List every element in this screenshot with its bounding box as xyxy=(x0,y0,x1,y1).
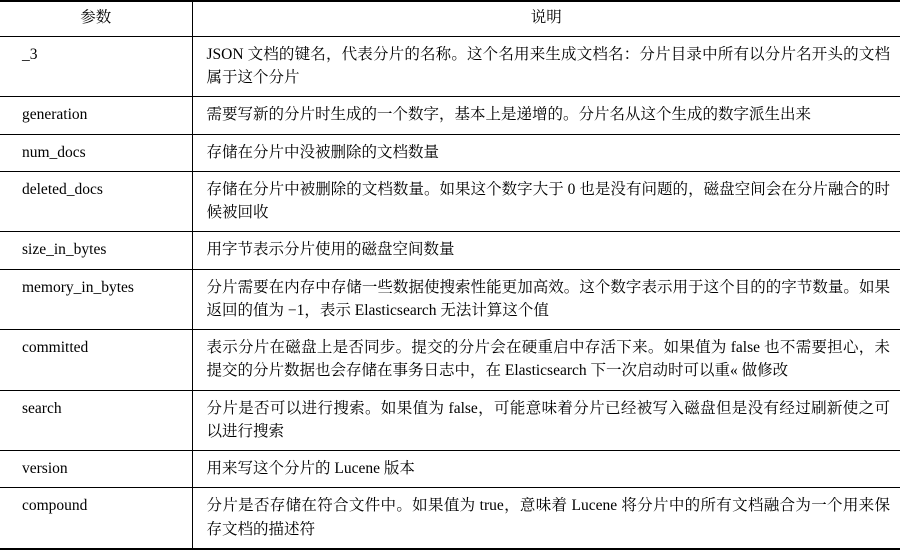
column-header-description: 说明 xyxy=(192,1,900,36)
parameter-description: 用来写这个分片的 Lucene 版本 xyxy=(192,451,900,488)
table-row xyxy=(0,97,900,134)
parameter-description: 存储在分片中没被删除的文档数量 xyxy=(192,134,900,171)
parameter-name: version xyxy=(0,451,192,488)
parameter-description: 分片是否存储在符合文件中。如果值为 true，意味着 Lucene 将分片中的所有文档融合为一个用来保存文档的描述符 xyxy=(192,488,900,549)
parameter-name: search xyxy=(0,390,192,451)
table-body xyxy=(0,36,900,549)
parameter-description: 表示分片在磁盘上是否同步。提交的分片会在硬重启中存活下来。如果值为 false 也不需要担心，未提交的分片数据也会存储在事务日志中，在 Elasticsearch 下一次启动时可以重« 做修改 xyxy=(192,330,900,391)
table-row xyxy=(0,232,900,269)
table-row xyxy=(0,134,900,171)
parameter-name: memory_in_bytes xyxy=(0,269,192,330)
parameter-description: 分片需要在内存中存储一些数据使搜索性能更加高效。这个数字表示用于这个目的的字节数量。如果返回的值为 −1，表示 Elasticsearch 无法计算这个值 xyxy=(192,269,900,330)
table-row xyxy=(0,171,900,232)
table-row xyxy=(0,451,900,488)
parameter-name: _3 xyxy=(0,36,192,97)
column-header-parameter: 参数 xyxy=(0,1,192,36)
parameter-description: 存储在分片中被删除的文档数量。如果这个数字大于 0 也是没有问题的，磁盘空间会在分片融合的时候被回收 xyxy=(192,171,900,232)
parameter-name: compound xyxy=(0,488,192,549)
parameter-name: committed xyxy=(0,330,192,391)
table-row xyxy=(0,390,900,451)
table-row xyxy=(0,488,900,549)
table-row xyxy=(0,269,900,330)
table-header xyxy=(0,1,900,36)
parameter-name: generation xyxy=(0,97,192,134)
table-row xyxy=(0,330,900,391)
table-row xyxy=(0,36,900,97)
parameter-description: JSON 文档的键名，代表分片的名称。这个名用来生成文档名：分片目录中所有以分片名开头的文档属于这个分片 xyxy=(192,36,900,97)
parameter-name: size_in_bytes xyxy=(0,232,192,269)
parameter-name: deleted_docs xyxy=(0,171,192,232)
parameter-name: num_docs xyxy=(0,134,192,171)
parameter-description: 需要写新的分片时生成的一个数字，基本上是递增的。分片名从这个生成的数字派生出来 xyxy=(192,97,900,134)
parameter-description: 分片是否可以进行搜索。如果值为 false，可能意味着分片已经被写入磁盘但是没有经过刷新使之可以进行搜索 xyxy=(192,390,900,451)
parameter-description: 用字节表示分片使用的磁盘空间数量 xyxy=(192,232,900,269)
table-header-row xyxy=(0,1,900,36)
